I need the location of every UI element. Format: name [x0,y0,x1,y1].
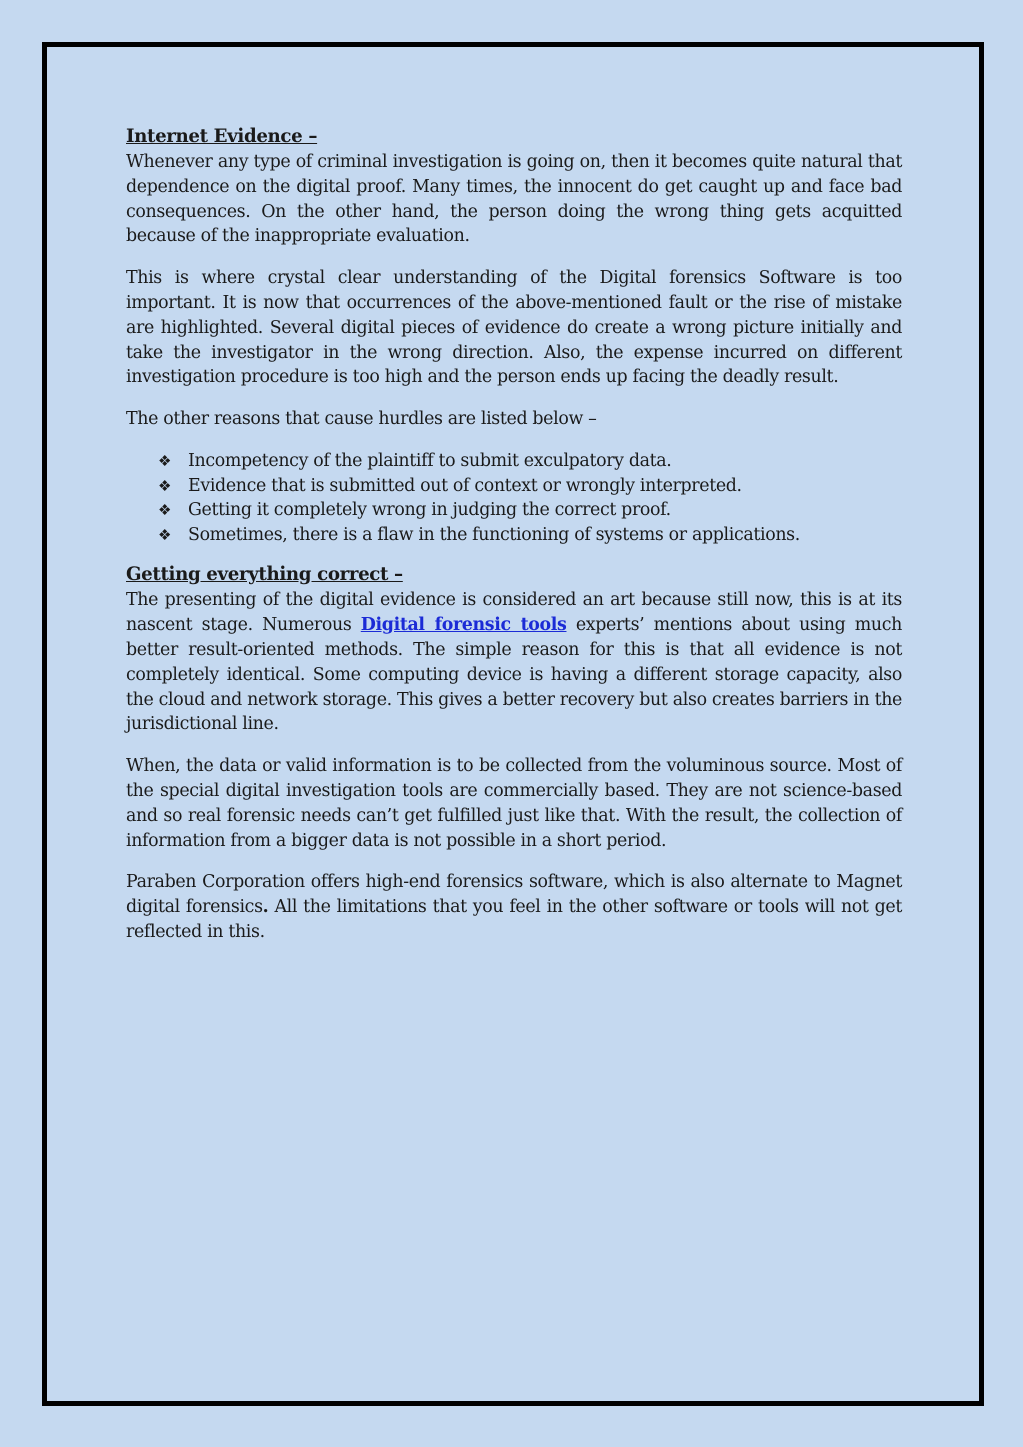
paragraph-text: All the limitations that you feel in the other software or tools will not get reflected in this. [126,897,902,942]
hurdles-list [126,449,902,547]
paragraph-reasons-intro: The other reasons that cause hurdles are listed below – [126,409,597,430]
section-heading-getting-everything-correct: Getting everything correct – [126,564,403,586]
paragraph-paraben [126,870,902,944]
page-border-frame [42,42,984,1406]
list-item [158,449,902,474]
diamond-bullet-icon: ❖ [158,525,172,544]
paragraph-presenting-evidence [126,588,902,737]
paragraph-text: experts’ mentions about using much better result-oriented methods. The simple reason for this is that all evidence is not completely identical. Some computing device is having a different storage capacity, also the cloud and network storage. This gives a better recovery but also creates barriers in the jurisdictional line. [126,615,902,735]
paragraph-voluminous-source: When, the data or valid information is to be collected from the voluminous source. Most of the special digital investigation tools are commercially based. They are not science-based and so real forensic needs can’t get fulfilled just like that. With the result, the collection of information from a bigger data is not possible in a short period. [126,756,902,851]
diamond-bullet-icon: ❖ [158,451,172,470]
bold-period: . [262,897,269,918]
paragraph-text: Paraben Corporation offers high-end forensics software, which is also alternate to Magnet digital forensics [126,872,902,918]
list-item [158,474,902,499]
list-item-text: Evidence that is submitted out of context or wrongly interpreted. [188,475,742,496]
list-item [158,523,902,548]
paragraph-understanding: This is where crystal clear understanding of the Digital forensics Software is too important. It is now that occurrences of the above-mentioned fault or the rise of mistake are highlighted. Several digital pieces of evidence do create a wrong picture initially and take the investigator in the wrong direction. Also, the expense incurred on different investigation procedure is too high and the person ends up facing the deadly result. [126,268,902,388]
paragraph-text: The presenting of the digital evidence is considered an art because still now, this is at its nascent stage. Numerous [126,590,902,636]
digital-forensic-tools-link[interactable]: Digital forensic tools [360,615,567,636]
document-content [126,125,902,962]
paragraph-intro: Whenever any type of criminal investigation is going on, then it becomes quite natural that dependence on the digital proof. Many times, the innocent do get caught up and face bad consequences. On the other hand, the person doing the wrong thing gets acquitted because of the inappropriate evaluation. [126,152,902,247]
list-item-text: Sometimes, there is a flaw in the functioning of systems or applications. [188,524,800,545]
section-heading-internet-evidence: Internet Evidence – [126,126,318,147]
diamond-bullet-icon: ❖ [158,501,172,520]
diamond-bullet-icon: ❖ [158,476,172,495]
list-item [158,498,902,523]
list-item-text: Incompetency of the plaintiff to submit exculpatory data. [188,450,672,471]
list-item-text: Getting it completely wrong in judging the correct proof. [188,500,671,521]
